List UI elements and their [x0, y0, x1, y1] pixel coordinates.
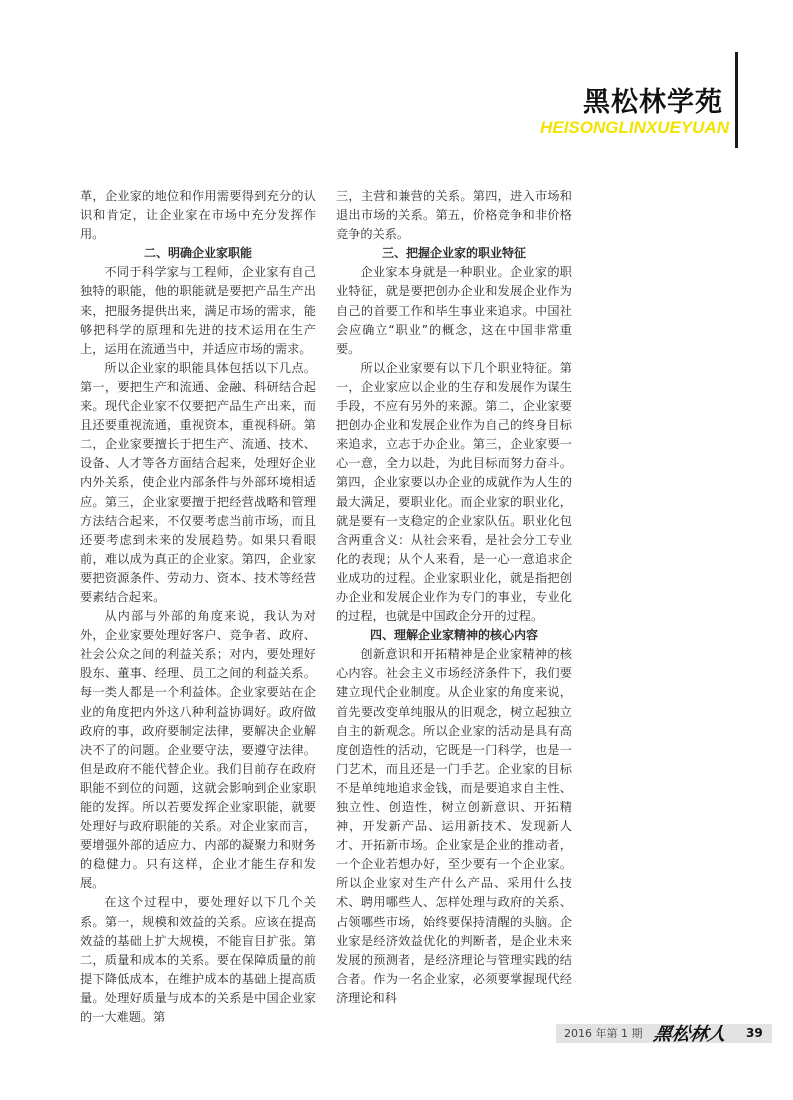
paragraph: 所以企业家的职能具体包括以下几点。第一，要把生产和流通、金融、科研结合起来。现代企业家不仅要把产品生产出来，而且还要重视流通，重视资本，重视科研。第二，企业家要擅长于把生产、流通、技术、设备、人才等各方面结合起来，处理好企业内外关系，使企业内部条件与外部环境相适应。第三，企业家要擅于把经营战略和管理方法结合起来，不仅要考虑当前市场，而且还要考虑到未来的发展趋势。如果只看眼前，难以成为真正的企业家。第四，企业家要把资源条件、劳动力、资本、技术等经营要素结合起来。 [80, 360, 316, 604]
paragraph: 革，企业家的地位和作用需要得到充分的认识和肯定，让企业家在市场中充分发挥作用。 [80, 189, 316, 242]
masthead-title-en: HEISONGLINXUEYUAN [540, 118, 729, 137]
masthead-title-cn: 黑松林学苑 [583, 87, 723, 118]
paragraph: 在这个过程中，要处理好以下几个关系。第一，规模和效益的关系。应该在提高效益的基础上扩大规模，不能盲目扩张。第二，质量和成本的关系。要在保障质量的前提下降低成本，在维护成本的基础上提高质量。处理好质量与成本的关系是中国企业家的一大难题。第 [80, 895, 316, 1025]
section-heading: 三、把握企业家的职业特征 [381, 246, 526, 261]
issue-label: 2016 年第 1 期 [564, 1027, 643, 1040]
paragraph: 所以企业家要有以下几个职业特征。第一，企业家应以企业的生存和发展作为谋生手段，不应有另外的来源。第二，企业家要把创办企业和发展企业作为自己的终身目标来追求，立志于办企业。第三，企业家要一心一意，全力以赴，为此目标而努力奋斗。第四，企业家要以办企业的成就作为人生的最大满足，要职业化。而企业家的职业化，就是要有一支稳定的企业家队伍。职业化包含两重含义：从社会来看，是社会分工专业化的表现；从个人来看，是一心一意追求企业成功的过程。企业家职业化，就是指把创办企业和发展企业作为专门的事业，专业化的过程，也就是中国政企分开的过程。 [336, 360, 572, 624]
left-column [80, 187, 316, 1027]
paragraph: 不同于科学家与工程师，企业家有自己独特的职能，他的职能就是要把产品生产出来，把服务提供出来，满足市场的需求，能够把科学的原理和先进的技术运用在生产上，运用在流通当中，并适应市场的需求。 [80, 265, 316, 356]
right-column [336, 187, 572, 1008]
brand-logo: 黑松林人 [651, 1024, 728, 1045]
section-heading: 四、理解企业家精神的核心内容 [369, 628, 538, 643]
page-number: 39 [746, 1026, 763, 1040]
masthead-vertical-rule [735, 52, 738, 148]
paragraph: 企业家本身就是一种职业。企业家的职业特征，就是要把创办企业和发展企业作为自己的首要工作和毕生事业来追求。中国社会应确立“职业”的概念，这在中国非常重要。 [336, 265, 572, 356]
paragraph: 从内部与外部的角度来说，我认为对外，企业家要处理好客户、竞争者、政府、社会公众之间的利益关系；对内，要处理好股东、董事、经理、员工之间的利益关系。每一类人都是一个利益体。企业家要站在企业的角度把内外这八种利益协调好。政府做政府的事，政府要制定法律，要解决企业解决不了的问题。企业要守法，要遵守法律。但是政府不能代替企业。我们目前存在政府职能不到位的问题，这就会影响到企业家职能的发挥。所以若要发挥企业家职能，就要处理好与政府职能的关系。对企业家而言，要增强外部的适应力、内部的凝聚力和财务的稳健力。只有这样，企业才能生存和发展。 [80, 609, 316, 891]
paragraph: 创新意识和开拓精神是企业家精神的核心内容。社会主义市场经济条件下，我们要建立现代企业制度。从企业家的角度来说，首先要改变单纯服从的旧观念，树立起独立自主的新观念。所以企业家的活动是具有高度创造性的活动，它既是一门科学，也是一门艺术，而且还是一门手艺。企业家的目标不是单纯地追求金钱，而是要追求自主性、独立性、创造性，树立创新意识、开拓精神，开发新产品、运用新技术、发现新人才、开拓新市场。企业家是企业的推动者，一个企业若想办好，至少要有一个企业家。所以企业家对生产什么产品、采用什么技术、聘用哪些人、怎样处理与政府的关系、占领哪些市场，始终要保持清醒的头脑。企业家是经济效益优化的判断者，是企业未来发展的预测者，是经济理论与管理实践的结合者。作为一名企业家，必须要掌握现代经济理论和科 [336, 647, 572, 1005]
section-heading: 二、明确企业家职能 [143, 246, 252, 261]
paragraph: 三，主营和兼营的关系。第四，进入市场和退出市场的关系。第五，价格竞争和非价格竞争的关系。 [336, 189, 572, 242]
